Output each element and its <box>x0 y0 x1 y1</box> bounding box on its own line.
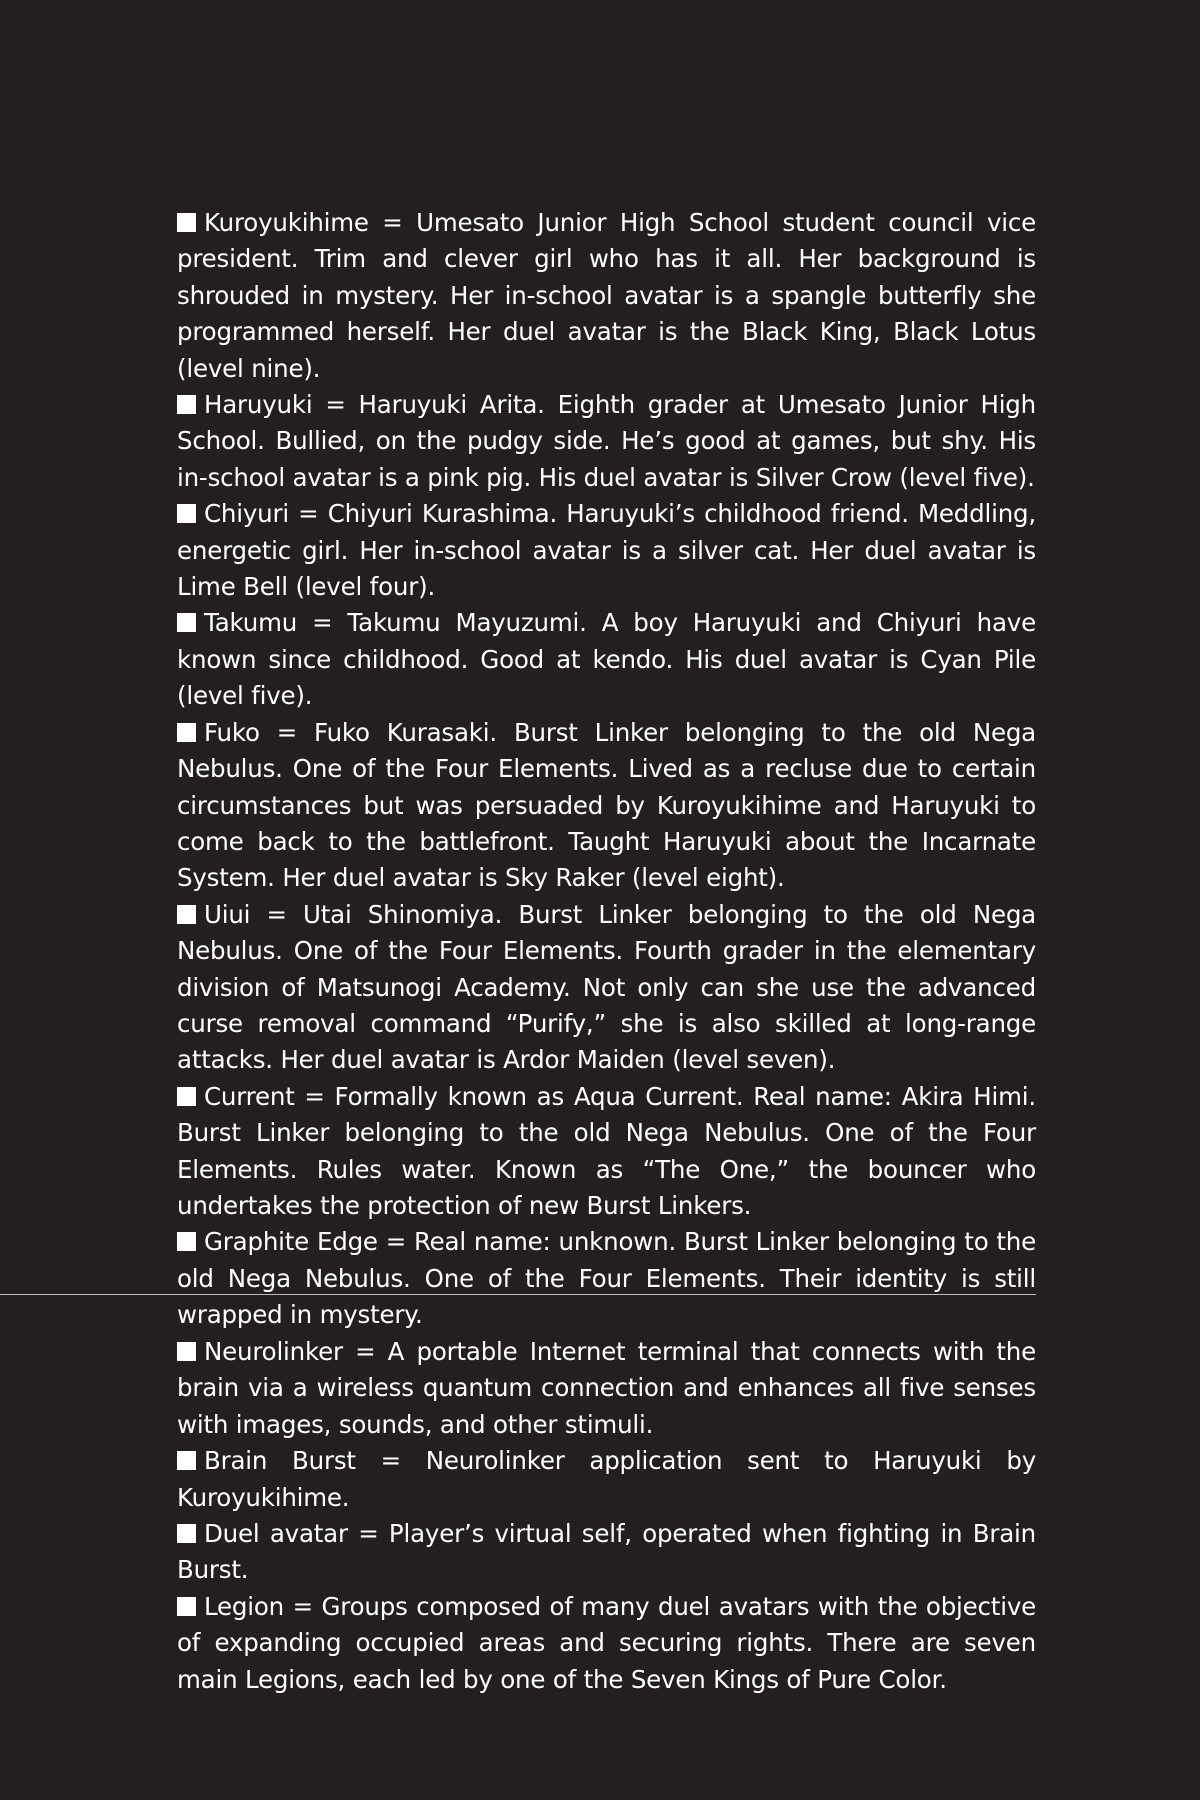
square-bullet-icon <box>177 1087 196 1106</box>
entry-text: Chiyuri = Chiyuri Kurashima. Haruyuki’s childhood friend. Meddling, energetic girl. Her in-school avatar is a silver cat. Her duel avatar is Lime Bell (level four). <box>177 499 1036 602</box>
square-bullet-icon <box>177 613 196 632</box>
entry-text: Takumu = Takumu Mayuzumi. A boy Haruyuki and Chiyuri have known since childhood. Good at kendo. His duel avatar is Cyan Pile (level five). <box>177 608 1036 711</box>
list-item <box>177 205 1036 387</box>
list-item <box>177 1589 1036 1698</box>
list-item <box>177 897 1036 1079</box>
list-item <box>177 1224 1036 1333</box>
character-list <box>177 205 1036 1334</box>
entry-text: Current = Formally known as Aqua Current. Real name: Akira Himi. Burst Linker belonging to the old Nega Nebulus. One of the Four Elements. Rules water. Known as “The One,” the bouncer who undertakes the protection of new Burst Linkers. <box>177 1081 1036 1220</box>
list-item <box>177 1516 1036 1589</box>
list-item <box>177 715 1036 897</box>
entry-text: Kuroyukihime = Umesato Junior High School student council vice president. Trim and clever girl who has it all. Her background is shrouded in mystery. Her in-school avatar is a spangle butterfly she programmed herself. Her duel avatar is the Black King, Black Lotus (level nine). <box>177 208 1036 383</box>
list-item <box>177 387 1036 496</box>
square-bullet-icon <box>177 213 196 232</box>
entry-text: Neurolinker = A portable Internet terminal that connects with the brain via a wireless quantum connection and enhances all five senses with images, sounds, and other stimuli. <box>177 1337 1036 1439</box>
entry-text: Fuko = Fuko Kurasaki. Burst Linker belonging to the old Nega Nebulus. One of the Four Elements. Lived as a recluse due to certain circumstances but was persuaded by Kuroyukihime and Haruyuki to come back to the battlefront. Taught Haruyuki about the Incarnate System. Her duel avatar is Sky Raker (level eight). <box>177 717 1036 893</box>
entry-text: Duel avatar = Player’s virtual self, operated when fighting in Brain Burst. <box>177 1519 1036 1585</box>
square-bullet-icon <box>177 504 196 523</box>
square-bullet-icon <box>177 723 196 742</box>
square-bullet-icon <box>177 1597 196 1616</box>
list-item <box>177 1079 1036 1225</box>
entry-text: Haruyuki = Haruyuki Arita. Eighth grader at Umesato Junior High School. Bullied, on the pudgy side. He’s good at games, but shy. His in-school avatar is a pink pig. His duel avatar is Silver Crow (level five). <box>177 390 1036 492</box>
square-bullet-icon <box>177 1451 196 1470</box>
entry-text: Legion = Groups composed of many duel avatars with the objective of expanding occupied areas and securing rights. There are seven main Legions, each led by one of the Seven Kings of Pure Color. <box>177 1591 1036 1694</box>
entry-text: Uiui = Utai Shinomiya. Burst Linker belonging to the old Nega Nebulus. One of the Four Elements. Fourth grader in the elementary division of Matsunogi Academy. Not only can she use the advanced curse removal command “Purify,” she is also skilled at long-range attacks. Her duel avatar is Ardor Maiden (level seven). <box>177 899 1036 1075</box>
entry-text: Brain Burst = Neurolinker application sent to Haruyuki by Kuroyukihime. <box>177 1446 1036 1512</box>
list-item <box>177 1334 1036 1443</box>
square-bullet-icon <box>177 905 196 924</box>
square-bullet-icon <box>177 1232 196 1251</box>
square-bullet-icon <box>177 1342 196 1361</box>
list-item <box>177 1443 1036 1516</box>
entry-text: Graphite Edge = Real name: unknown. Burst Linker belonging to the old Nega Nebulus. One of the Four Elements. Their identity is still wrapped in mystery. <box>177 1227 1036 1330</box>
section-divider <box>0 1294 1036 1295</box>
list-item <box>177 496 1036 605</box>
glossary-list <box>177 1334 1036 1698</box>
square-bullet-icon <box>177 395 196 414</box>
list-item <box>177 605 1036 714</box>
square-bullet-icon <box>177 1524 196 1543</box>
